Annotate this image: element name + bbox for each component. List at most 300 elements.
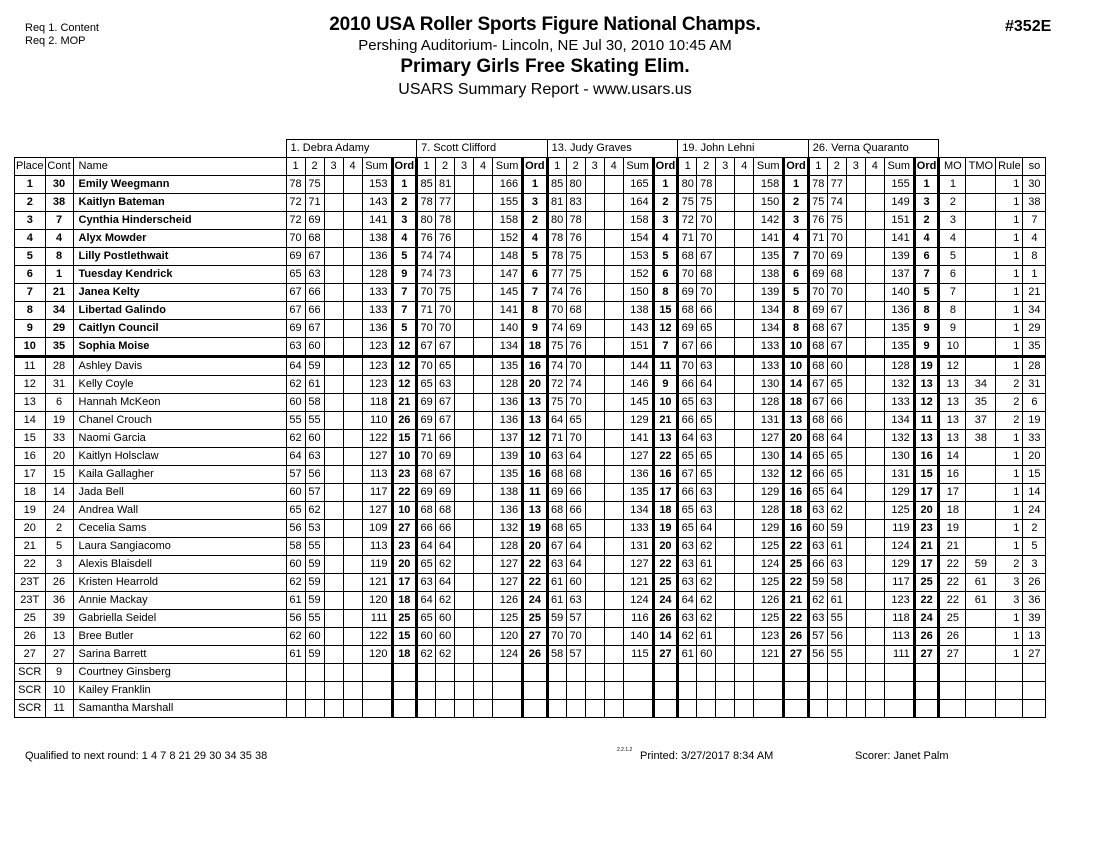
place-cell: 17: [15, 466, 46, 484]
score2-cell: 68: [436, 502, 455, 520]
score1-cell: 62: [286, 628, 305, 646]
score4-cell: [865, 266, 884, 284]
ordinal-cell: [523, 682, 548, 700]
score2-cell: 70: [697, 284, 716, 302]
sum-cell: 152: [493, 230, 523, 248]
score1-cell: 63: [678, 538, 697, 556]
score2-cell: [697, 700, 716, 718]
ordinal-cell: 24: [653, 592, 678, 610]
score3-cell: [585, 538, 604, 556]
sum-cell: 127: [623, 556, 653, 574]
score1-cell: 77: [547, 266, 566, 284]
sum-cell: 128: [884, 357, 914, 376]
sum-cell: [493, 664, 523, 682]
score4-cell: [604, 574, 623, 592]
ordinal-cell: 1: [653, 176, 678, 194]
ordinal-cell: 17: [914, 484, 939, 502]
score2-cell: 64: [827, 484, 846, 502]
table-row: [15, 556, 1046, 574]
score2-cell: 66: [436, 520, 455, 538]
sum-cell: 127: [493, 556, 523, 574]
score2-cell: 70: [566, 430, 585, 448]
score3-cell: [455, 502, 474, 520]
col-header-sum: Sum: [623, 158, 653, 176]
score1-cell: 78: [417, 194, 436, 212]
score3-cell: [455, 538, 474, 556]
score3-cell: [324, 176, 343, 194]
col-header-mo: MO: [939, 158, 966, 176]
name-cell: Caitlyn Council: [73, 320, 286, 338]
score4-cell: [474, 357, 493, 376]
score1-cell: 56: [286, 520, 305, 538]
place-cell: 23T: [15, 574, 46, 592]
score3-cell: [846, 484, 865, 502]
name-cell: Hannah McKeon: [73, 394, 286, 412]
sum-cell: 126: [754, 592, 784, 610]
ordinal-cell: 27: [653, 646, 678, 664]
score2-cell: 62: [827, 502, 846, 520]
tmo-cell: [966, 466, 996, 484]
score2-cell: 69: [566, 320, 585, 338]
score1-cell: 63: [678, 610, 697, 628]
name-cell: Annie Mackay: [73, 592, 286, 610]
cont-cell: 19: [45, 412, 73, 430]
score4-cell: [604, 466, 623, 484]
tmo-cell: [966, 357, 996, 376]
cont-cell: 21: [45, 284, 73, 302]
sum-cell: 129: [884, 556, 914, 574]
ordinal-cell: [784, 682, 809, 700]
ordinal-cell: 14: [784, 448, 809, 466]
mo-cell: 4: [939, 230, 966, 248]
venue-date-line: Pershing Auditorium- Lincoln, NE Jul 30, 2010 10:45 AM: [358, 37, 732, 54]
score2-cell: 69: [436, 448, 455, 466]
score2-cell: 67: [436, 466, 455, 484]
score1-cell: 62: [286, 574, 305, 592]
score2-cell: 83: [566, 194, 585, 212]
score1-cell: 68: [547, 520, 566, 538]
score3-cell: [585, 700, 604, 718]
ordinal-cell: 4: [784, 230, 809, 248]
mo-cell: 9: [939, 320, 966, 338]
score2-cell: 61: [827, 592, 846, 610]
score1-cell: 63: [417, 574, 436, 592]
score2-cell: [566, 664, 585, 682]
so-cell: 36: [1023, 592, 1046, 610]
score3-cell: [846, 338, 865, 357]
score2-cell: [305, 682, 324, 700]
tmo-cell: [966, 646, 996, 664]
score1-cell: 80: [547, 212, 566, 230]
score4-cell: [735, 266, 754, 284]
score3-cell: [846, 520, 865, 538]
score1-cell: 70: [417, 448, 436, 466]
tmo-cell: [966, 212, 996, 230]
score3-cell: [846, 376, 865, 394]
col-header-rule: Rule: [996, 158, 1023, 176]
col-header-place: Place: [15, 158, 46, 176]
so-cell: 28: [1023, 357, 1046, 376]
score1-cell: 76: [417, 230, 436, 248]
table-row: [15, 338, 1046, 357]
score3-cell: [716, 430, 735, 448]
score1-cell: 65: [678, 502, 697, 520]
name-cell: Jada Bell: [73, 484, 286, 502]
name-cell: Sarina Barrett: [73, 646, 286, 664]
score1-cell: 64: [678, 430, 697, 448]
score4-cell: [735, 376, 754, 394]
rule-cell: 3: [996, 592, 1023, 610]
score1-cell: 66: [417, 520, 436, 538]
sum-cell: 128: [754, 394, 784, 412]
ordinal-cell: 10: [653, 394, 678, 412]
score2-cell: 61: [697, 556, 716, 574]
ordinal-cell: 25: [392, 610, 417, 628]
sum-cell: 125: [754, 574, 784, 592]
score3-cell: [455, 646, 474, 664]
col-header-score4: 4: [735, 158, 754, 176]
cont-cell: 26: [45, 574, 73, 592]
sum-cell: [493, 682, 523, 700]
sum-cell: [754, 682, 784, 700]
so-cell: 33: [1023, 430, 1046, 448]
score4-cell: [343, 357, 362, 376]
sum-cell: 133: [623, 520, 653, 538]
score4-cell: [865, 320, 884, 338]
score1-cell: [547, 682, 566, 700]
score1-cell: 68: [808, 320, 827, 338]
ordinal-cell: 21: [914, 538, 939, 556]
sum-cell: 132: [884, 430, 914, 448]
tmo-cell: 34: [966, 376, 996, 394]
ordinal-cell: [784, 664, 809, 682]
score3-cell: [585, 320, 604, 338]
score4-cell: [604, 538, 623, 556]
score2-cell: 77: [436, 194, 455, 212]
ordinal-cell: 22: [523, 574, 548, 592]
tmo-cell: [966, 628, 996, 646]
name-cell: Bree Butler: [73, 628, 286, 646]
score4-cell: [343, 610, 362, 628]
score1-cell: 71: [417, 430, 436, 448]
mo-cell: [939, 700, 966, 718]
ordinal-cell: 12: [392, 338, 417, 357]
sum-cell: 127: [623, 448, 653, 466]
mo-cell: 13: [939, 412, 966, 430]
sum-cell: 147: [493, 266, 523, 284]
score1-cell: 65: [808, 448, 827, 466]
ordinal-cell: [392, 664, 417, 682]
sum-cell: [362, 682, 392, 700]
ordinal-cell: 20: [914, 502, 939, 520]
score3-cell: [846, 430, 865, 448]
mo-cell: 13: [939, 430, 966, 448]
score1-cell: 70: [547, 302, 566, 320]
score1-cell: [286, 700, 305, 718]
score4-cell: [343, 592, 362, 610]
tmo-cell: [966, 194, 996, 212]
score2-cell: 61: [305, 376, 324, 394]
req-line-1: Req 1. Content: [25, 22, 99, 34]
sum-cell: 138: [362, 230, 392, 248]
score2-cell: 57: [566, 610, 585, 628]
score1-cell: 64: [547, 412, 566, 430]
ordinal-cell: 20: [523, 376, 548, 394]
score1-cell: 65: [286, 266, 305, 284]
score1-cell: 69: [808, 302, 827, 320]
score4-cell: [343, 574, 362, 592]
ordinal-cell: 10: [392, 502, 417, 520]
score1-cell: 69: [547, 484, 566, 502]
cont-cell: 39: [45, 610, 73, 628]
so-cell: 34: [1023, 302, 1046, 320]
sum-cell: 127: [493, 574, 523, 592]
score3-cell: [846, 394, 865, 412]
score3-cell: [455, 700, 474, 718]
score1-cell: 59: [808, 574, 827, 592]
score4-cell: [735, 484, 754, 502]
ordinal-cell: 17: [392, 574, 417, 592]
ordinal-cell: 24: [914, 610, 939, 628]
col-header-ord: Ord: [914, 158, 939, 176]
ordinal-cell: 25: [523, 610, 548, 628]
ordinal-cell: 4: [914, 230, 939, 248]
score3-cell: [324, 592, 343, 610]
score1-cell: 62: [286, 430, 305, 448]
ordinal-cell: [523, 700, 548, 718]
rule-cell: 1: [996, 248, 1023, 266]
score2-cell: 73: [436, 266, 455, 284]
score3-cell: [455, 338, 474, 357]
ordinal-cell: 14: [784, 376, 809, 394]
so-cell: 27: [1023, 646, 1046, 664]
score2-cell: 67: [697, 248, 716, 266]
so-cell: 14: [1023, 484, 1046, 502]
ordinal-cell: 3: [653, 212, 678, 230]
ordinal-cell: 22: [784, 538, 809, 556]
ordinal-cell: 10: [784, 338, 809, 357]
name-cell: Sophia Moise: [73, 338, 286, 357]
ordinal-cell: 7: [914, 266, 939, 284]
score2-cell: 66: [827, 412, 846, 430]
score2-cell: [566, 682, 585, 700]
col-header-score2: 2: [566, 158, 585, 176]
tmo-cell: [966, 502, 996, 520]
score1-cell: 66: [678, 484, 697, 502]
score2-cell: 61: [697, 628, 716, 646]
score2-cell: 64: [697, 520, 716, 538]
ordinal-cell: [784, 700, 809, 718]
score3-cell: [846, 646, 865, 664]
sum-cell: 164: [623, 194, 653, 212]
score3-cell: [716, 574, 735, 592]
score3-cell: [455, 212, 474, 230]
score4-cell: [735, 176, 754, 194]
tmo-cell: 61: [966, 574, 996, 592]
score4-cell: [343, 394, 362, 412]
ordinal-cell: 18: [523, 338, 548, 357]
mo-cell: 26: [939, 628, 966, 646]
score1-cell: 65: [678, 520, 697, 538]
score2-cell: 70: [436, 302, 455, 320]
score2-cell: 65: [697, 412, 716, 430]
score4-cell: [735, 412, 754, 430]
score2-cell: [827, 664, 846, 682]
score3-cell: [585, 194, 604, 212]
score3-cell: [324, 248, 343, 266]
score4-cell: [604, 302, 623, 320]
score4-cell: [604, 520, 623, 538]
cont-cell: 27: [45, 646, 73, 664]
ordinal-cell: 9: [523, 320, 548, 338]
score1-cell: 67: [808, 394, 827, 412]
score1-cell: 62: [417, 646, 436, 664]
score2-cell: 75: [566, 248, 585, 266]
sum-cell: 132: [754, 466, 784, 484]
score2-cell: 70: [697, 212, 716, 230]
table-row: [15, 376, 1046, 394]
sum-cell: 148: [493, 248, 523, 266]
sum-cell: 141: [362, 212, 392, 230]
score2-cell: 65: [697, 448, 716, 466]
score1-cell: 65: [417, 376, 436, 394]
col-header-sum: Sum: [493, 158, 523, 176]
ordinal-cell: 3: [392, 212, 417, 230]
table-row: [15, 682, 1046, 700]
rule-cell: 1: [996, 176, 1023, 194]
score1-cell: 68: [808, 430, 827, 448]
ordinal-cell: [653, 664, 678, 682]
score1-cell: 69: [808, 266, 827, 284]
score3-cell: [585, 412, 604, 430]
sum-cell: 165: [623, 176, 653, 194]
score1-cell: 63: [678, 556, 697, 574]
score4-cell: [735, 430, 754, 448]
score4-cell: [604, 700, 623, 718]
score1-cell: [286, 682, 305, 700]
score1-cell: [547, 700, 566, 718]
rule-cell: 1: [996, 357, 1023, 376]
score2-cell: [436, 682, 455, 700]
score3-cell: [324, 266, 343, 284]
ordinal-cell: 13: [784, 412, 809, 430]
mo-cell: 14: [939, 448, 966, 466]
ordinal-cell: 19: [523, 520, 548, 538]
score2-cell: [305, 700, 324, 718]
ordinal-cell: 23: [392, 466, 417, 484]
score1-cell: 63: [286, 338, 305, 357]
sum-cell: 158: [623, 212, 653, 230]
score4-cell: [865, 176, 884, 194]
mo-cell: 10: [939, 338, 966, 357]
score4-cell: [735, 448, 754, 466]
score4-cell: [343, 212, 362, 230]
place-cell: 21: [15, 538, 46, 556]
score2-cell: 56: [305, 466, 324, 484]
score2-cell: 67: [436, 338, 455, 357]
so-cell: 2: [1023, 520, 1046, 538]
sum-cell: 128: [493, 538, 523, 556]
sum-cell: [623, 682, 653, 700]
table-row: [15, 646, 1046, 664]
sum-cell: 121: [623, 574, 653, 592]
score4-cell: [343, 230, 362, 248]
so-cell: 15: [1023, 466, 1046, 484]
tmo-cell: 37: [966, 412, 996, 430]
score3-cell: [716, 610, 735, 628]
score4-cell: [474, 376, 493, 394]
ordinal-cell: 2: [392, 194, 417, 212]
score4-cell: [343, 338, 362, 357]
score3-cell: [716, 394, 735, 412]
mo-cell: 12: [939, 357, 966, 376]
name-cell: Lilly Postlethwait: [73, 248, 286, 266]
score1-cell: 64: [417, 538, 436, 556]
score1-cell: 68: [808, 412, 827, 430]
score1-cell: 61: [547, 592, 566, 610]
ordinal-cell: 3: [914, 194, 939, 212]
score3-cell: [716, 302, 735, 320]
score2-cell: 70: [566, 394, 585, 412]
tmo-cell: 59: [966, 556, 996, 574]
score3-cell: [455, 412, 474, 430]
score3-cell: [716, 266, 735, 284]
ordinal-cell: 4: [653, 230, 678, 248]
sum-cell: 125: [754, 610, 784, 628]
sum-cell: 123: [362, 357, 392, 376]
score4-cell: [735, 194, 754, 212]
sum-cell: 127: [362, 502, 392, 520]
tmo-cell: [966, 176, 996, 194]
sum-cell: 133: [754, 338, 784, 357]
ordinal-cell: 25: [914, 574, 939, 592]
ordinal-cell: 18: [392, 592, 417, 610]
score4-cell: [604, 194, 623, 212]
name-cell: Cynthia Hinderscheid: [73, 212, 286, 230]
score3-cell: [716, 556, 735, 574]
score2-cell: [827, 682, 846, 700]
sum-cell: 131: [754, 412, 784, 430]
report-header: [70, 14, 1020, 99]
sum-cell: 141: [623, 430, 653, 448]
score1-cell: 81: [547, 194, 566, 212]
score3-cell: [324, 320, 343, 338]
score4-cell: [604, 357, 623, 376]
score3-cell: [716, 338, 735, 357]
score3-cell: [455, 176, 474, 194]
score3-cell: [716, 628, 735, 646]
score3-cell: [585, 176, 604, 194]
sum-cell: 123: [754, 628, 784, 646]
score3-cell: [846, 212, 865, 230]
name-cell: Alyx Mowder: [73, 230, 286, 248]
score1-cell: 80: [417, 212, 436, 230]
judge-header: 1. Debra Adamy: [286, 140, 417, 158]
score3-cell: [455, 682, 474, 700]
place-cell: 25: [15, 610, 46, 628]
score4-cell: [735, 466, 754, 484]
score3-cell: [716, 376, 735, 394]
rule-cell: 1: [996, 646, 1023, 664]
sum-cell: 123: [362, 338, 392, 357]
ordinal-cell: 9: [914, 338, 939, 357]
sum-cell: 113: [362, 466, 392, 484]
score1-cell: [678, 664, 697, 682]
score4-cell: [735, 502, 754, 520]
score3-cell: [585, 448, 604, 466]
sum-cell: 125: [754, 538, 784, 556]
score3-cell: [455, 520, 474, 538]
